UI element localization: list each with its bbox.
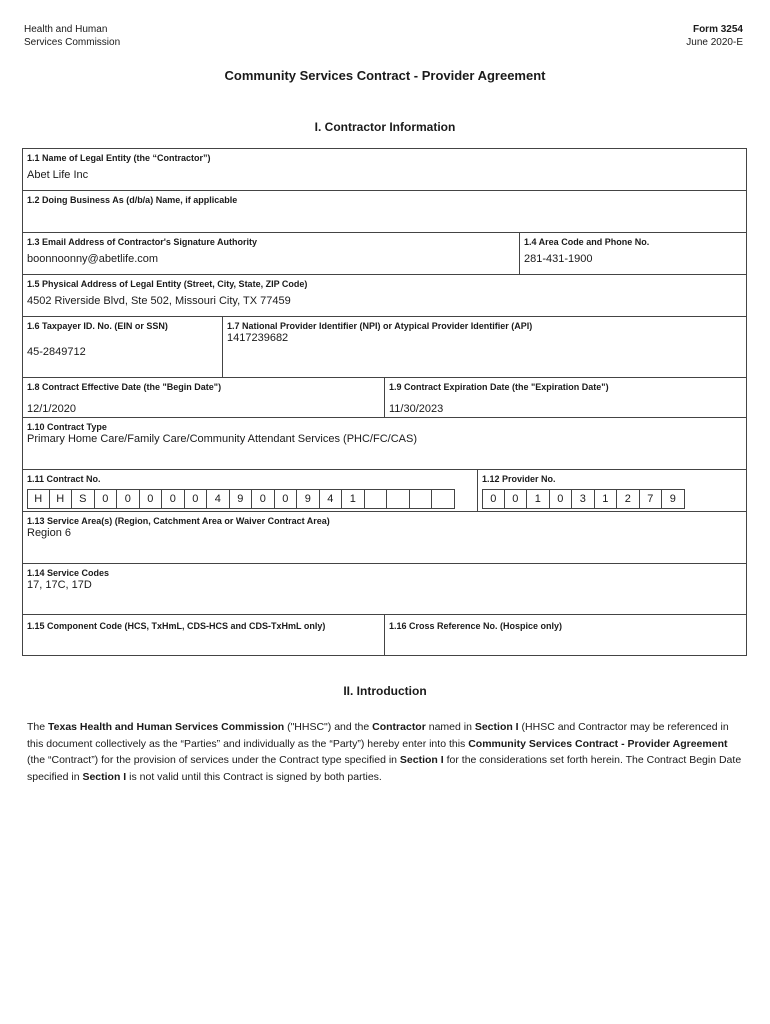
intro-bold: Section I [399,754,444,766]
field-label: 1.4 Area Code and Phone No. [524,237,650,247]
field-label: 1.2 Doing Business As (d/b/a) Name, if applicable [27,195,238,205]
field-1-5[interactable] [23,275,746,317]
contract-number-digit-box[interactable]: 1 [342,489,365,509]
contract-type: Primary Home Care/Family Care/Community Attendant Services (PHC/FC/CAS) [27,433,417,445]
form-date: June 2020-E [686,37,743,48]
contract-number-digit-box[interactable]: 0 [252,489,275,509]
phone-number: 281-431-1900 [524,253,593,265]
field-1-16[interactable] [385,615,746,655]
field-label: 1.6 Taxpayer ID. No. (EIN or SSN) [27,321,168,331]
field-label: 1.9 Contract Expiration Date (the "Expiration Date") [389,382,609,392]
provider-number-digit-box[interactable]: 1 [595,489,618,509]
field-1-7[interactable] [223,317,746,378]
contract-number-digit-box[interactable]: 4 [207,489,230,509]
intro-bold: Community Services Contract - Provider Agreement [468,737,728,750]
legal-entity-name: Abet Life Inc [27,169,89,181]
contract-number-digit-box[interactable]: 9 [230,489,253,509]
provider-number-digit-box[interactable]: 9 [662,489,685,509]
provider-number-digit-box[interactable]: 3 [572,489,595,509]
field-label: 1.1 Name of Legal Entity (the “Contractor”) [27,153,211,163]
field-1-3[interactable] [23,233,520,275]
introduction-paragraph [27,719,747,785]
contract-number-digit-box[interactable] [365,489,388,509]
field-label: 1.8 Contract Effective Date (the "Begin Date") [27,382,222,392]
field-label: 1.14 Service Codes [27,568,110,578]
signature-authority-email: boonnoonny@abetlife.com [27,253,159,265]
provider-number-digit-box[interactable]: 1 [527,489,550,509]
intro-text: ("HHSC") and the [284,721,373,733]
intro-bold: Section I [474,721,519,733]
field-1-1[interactable] [23,149,746,191]
contract-number-digit-box[interactable]: 0 [117,489,140,509]
field-label: 1.7 National Provider Identifier (NPI) or Atypical Provider Identifier (API) [227,321,533,331]
field-label: 1.15 Component Code (HCS, TxHmL, CDS-HCS and CDS-TxHmL only) [27,621,326,631]
field-1-6[interactable] [23,317,223,378]
contract-number-digit-box[interactable]: 9 [297,489,320,509]
field-1-14[interactable] [23,564,746,615]
provider-number-digit-box[interactable]: 2 [617,489,640,509]
intro-text: named in [425,721,475,733]
intro-text: for the considerations set forth herein. The Contract Begin Date specified in [27,754,742,783]
contract-number-digit-box[interactable]: 4 [320,489,343,509]
field-1-10[interactable] [23,418,746,470]
contract-number-digit-box[interactable]: H [27,489,50,509]
agency-line-2: Services Commission [24,37,121,48]
field-1-15[interactable] [23,615,385,655]
field-label: 1.11 Contract No. [27,474,101,484]
intro-bold: Contractor [372,721,426,733]
document-title: Community Services Contract - Provider Agreement [224,68,546,83]
field-label: 1.16 Cross Reference No. (Hospice only) [389,621,563,631]
form-identifier [686,23,743,49]
field-1-8[interactable] [23,378,385,418]
field-1-2[interactable] [23,191,746,233]
field-label: 1.5 Physical Address of Legal Entity (Street, City, State, ZIP Code) [27,279,308,289]
field-1-9[interactable] [385,378,746,418]
contract-number-digit-box[interactable] [387,489,410,509]
expiration-date: 11/30/2023 [389,403,444,415]
physical-address: 4502 Riverside Blvd, Ste 502, Missouri City, TX 77459 [27,295,291,307]
provider-number-digit-box[interactable]: 0 [550,489,573,509]
field-label: 1.13 Service Area(s) (Region, Catchment Area or Waiver Contract Area) [27,516,330,526]
provider-number-digit-box[interactable]: 7 [640,489,663,509]
form-number: Form 3254 [692,24,743,35]
contract-number-boxes[interactable] [27,489,455,509]
intro-text: is not valid until this Contract is signed by both parties. [126,770,382,783]
taxpayer-id: 45-2849712 [27,346,86,358]
intro-text: (the “Contract”) for the provision of services under the Contract type specified in [27,754,400,766]
field-1-13[interactable] [23,512,746,564]
contract-number-digit-box[interactable] [410,489,433,509]
service-codes: 17, 17C, 17D [27,579,92,591]
begin-date: 12/1/2020 [27,403,76,415]
agency-line-1: Health and Human [24,24,108,35]
contract-number-digit-box[interactable]: 0 [95,489,118,509]
intro-bold: Texas Health and Human Services Commission [48,721,285,733]
section-2-heading: II. Introduction [343,684,427,698]
intro-bold: Section I [82,770,127,783]
section-1-heading: I. Contractor Information [314,120,456,134]
field-label: 1.12 Provider No. [482,474,556,484]
npi-number: 1417239682 [227,332,289,344]
intro-text: (HHSC and Contractor may be referenced in this document collectively as the “Parties” and individually as the “Party”) hereby enter into this [27,721,729,750]
service-area: Region 6 [27,527,72,539]
contract-number-digit-box[interactable] [432,489,455,509]
contract-number-digit-box[interactable]: H [50,489,73,509]
contract-number-digit-box[interactable]: 0 [140,489,163,509]
provider-number-digit-box[interactable]: 0 [482,489,505,509]
contractor-information-form [22,148,747,656]
contract-number-digit-box[interactable]: S [72,489,95,509]
provider-number-digit-box[interactable]: 0 [505,489,528,509]
intro-text: The [27,721,49,733]
field-label: 1.3 Email Address of Contractor's Signature Authority [27,237,258,247]
contract-number-digit-box[interactable]: 0 [185,489,208,509]
contract-number-digit-box[interactable]: 0 [275,489,298,509]
field-1-4[interactable] [520,233,746,275]
provider-number-boxes[interactable] [482,489,685,509]
contract-number-digit-box[interactable]: 0 [162,489,185,509]
field-label: 1.10 Contract Type [27,422,107,432]
agency-name [24,23,120,49]
